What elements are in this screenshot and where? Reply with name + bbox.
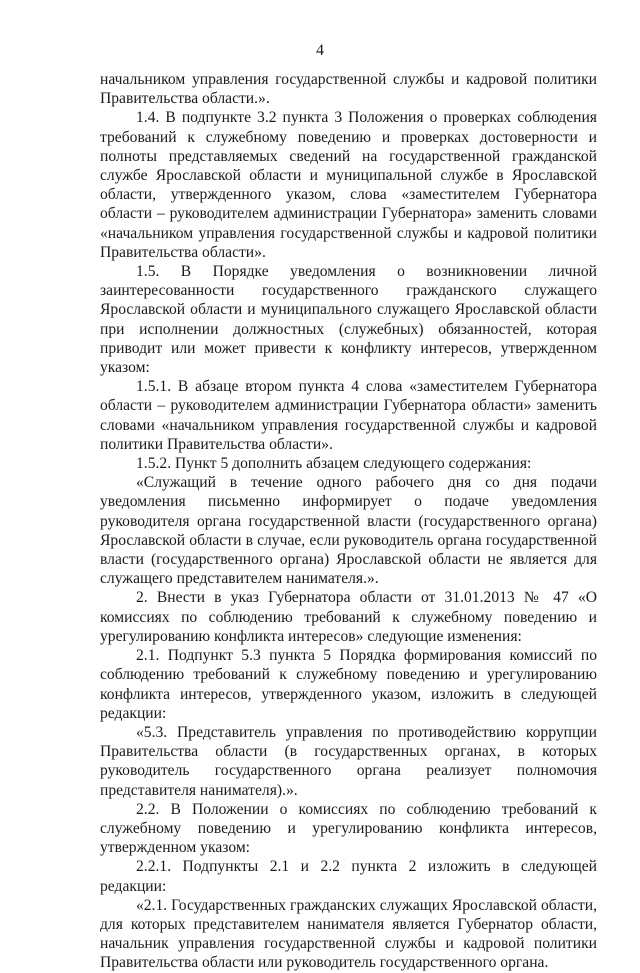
page-number: 4 xyxy=(316,42,324,59)
document-body xyxy=(100,70,597,973)
paragraph: 1.5. В Порядке уведомления о возникновении личной заинтересованности государственного гражданского служащего Ярославской области и муниципального служащего Ярославской области при исполнении должностных (служебных) обязанностей, которая приводит или может привести к конфликту интересов, утвержденном указом: xyxy=(100,263,597,377)
paragraph: «Служащий в течение одного рабочего дня со дня подачи уведомления письменно информирует о подаче уведомления руководителя органа государственной власти (государственного органа) Ярославской области в случае, если руководитель органа государственной власти (государственного органа) Ярославской области не является для служащего представителем нанимателя.». xyxy=(100,474,597,588)
paragraph: 2.1. Подпункт 5.3 пункта 5 Порядка формирования комиссий по соблюдению требований к служебному поведению и урегулированию конфликта интересов, утвержденного указом, изложить в следующей редакции: xyxy=(100,647,597,722)
paragraph: начальником управления государственной службы и кадровой политики Правительства области.». xyxy=(100,71,597,108)
paragraph: 2.2.1. Подпункты 2.1 и 2.2 пункта 2 изложить в следующей редакции: xyxy=(100,858,597,895)
paragraph: 1.5.2. Пункт 5 дополнить абзацем следующего содержания: xyxy=(136,455,532,473)
paragraph: 2. Внести в указ Губернатора области от 31.01.2013 № 47 «О комиссиях по соблюдению требований к служебному поведению и урегулированию конфликта интересов» следующие изменения: xyxy=(100,589,597,645)
paragraph: 2.2. В Положении о комиссиях по соблюдению требований к служебному поведению и урегулированию конфликта интересов, утвержденном указом: xyxy=(100,800,597,857)
paragraph: «5.3. Представитель управления по противодействию коррупции Правительства области (в государственных органах, в которых руководитель государственного органа реализует полномочия представителя нанимателя).». xyxy=(100,723,597,799)
paragraph: 1.4. В подпункте 3.2 пункта 3 Положения о проверках соблюдения требований к служебному поведению и проверках достоверности и полноты представляемых сведений на государственной гражданской службе Ярославской области и муниципальной службе в Ярославской области, утвержденного указом, слова «заместителем Губернатора области – руководителем администрации Губернатора» заменить словами «начальником управления государственной службы и кадровой политики Правительства области». xyxy=(100,109,597,261)
paragraph: «2.1. Государственных гражданских служащих Ярославской области, для которых представителем нанимателя является Губернатор области, начальник управления государственной службы и кадровой политики Правительства области или руководитель государственного органа. xyxy=(100,896,597,972)
paragraph: 1.5.1. В абзаце втором пункта 4 слова «заместителем Губернатора области – руководителем администрации Губернатора области» заменить словами «начальником управления государственной службы и кадровой политики Правительства области». xyxy=(100,378,597,453)
